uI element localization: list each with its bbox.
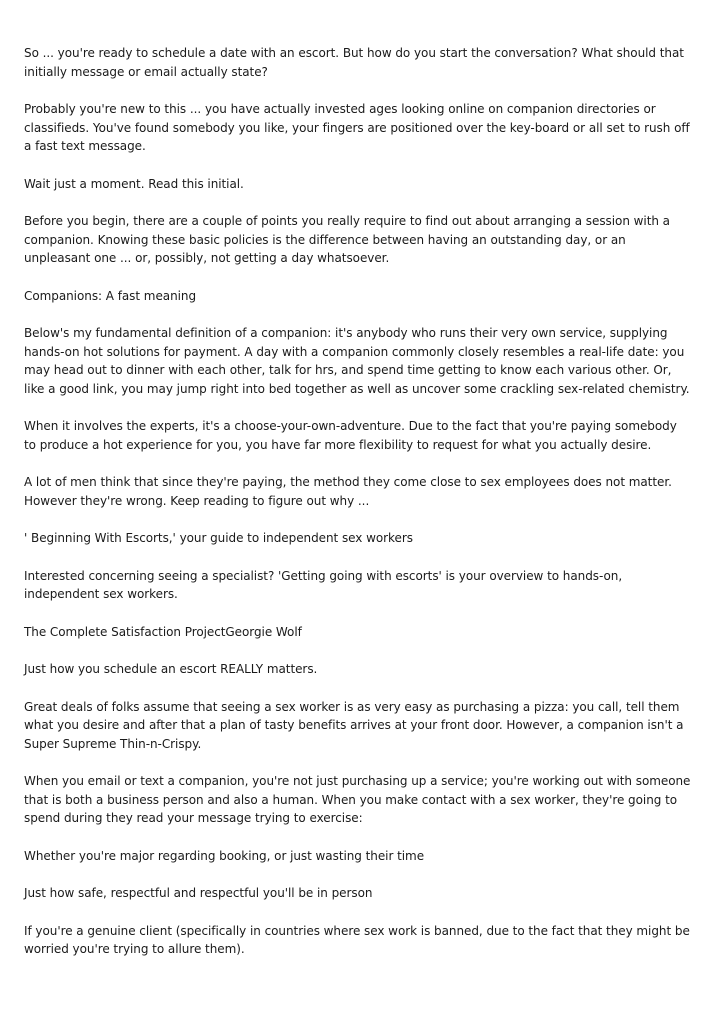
paragraph-14: When you email or text a companion, you're not just purchasing up a service; you're working out with someone that is both a business person and also a human. When you make contact with a sex worker, they're going to spend during they read your message trying to exercise: xyxy=(24,774,691,825)
section-heading-companions: Companions: A fast meaning xyxy=(24,288,197,303)
list-point-genuine: If you're a genuine client (specifically in countries where sex work is banned, due to the fact that they might be worried you're trying to allure them). xyxy=(24,923,690,956)
paragraph-10: Interested concerning seeing a specialist? 'Getting going with escorts' is your overview to hands-on, independent sex workers. xyxy=(24,568,623,601)
paragraph-3: Wait just a moment. Read this initial. xyxy=(24,176,244,191)
paragraph-8: A lot of men think that since they're paying, the method they come close to sex employees does not matter. However they're wrong. Keep reading to figure out why ... xyxy=(24,475,672,508)
credit-line: The Complete Satisfaction ProjectGeorgie Wolf xyxy=(24,624,302,639)
paragraph-6: Below's my fundamental definition of a companion: it's anybody who runs their very own service, supplying hands-on hot solutions for payment. A day with a companion commonly closely resembles a real-life date: you may head out to dinner with each other, talk for hrs, and spend time getting to know each various other. Or, like a good link, you may jump right into bed together as well as uncover some crackling sex-related chemistry. xyxy=(24,326,690,396)
paragraph-13: Great deals of folks assume that seeing a sex worker is as very easy as purchasing a pizza: you call, tell them what you desire and after that a plan of tasty benefits arrives at your front door. However, a companion isn't a Super Supreme Thin-n-Crispy. xyxy=(24,699,684,751)
list-point-safety: Just how safe, respectful and respectful you'll be in person xyxy=(24,886,373,900)
paragraph-2: Probably you're new to this ... you have actually invested ages looking online on companion directories or classifieds. You've found somebody you like, your fingers are positioned over the key-board or all set to rush off a fast text message. xyxy=(24,102,690,153)
paragraph-1: So ... you're ready to schedule a date with an escort. But how do you start the conversation? What should that initially message or email actually state? xyxy=(24,46,684,79)
section-heading-guide: ' Beginning With Escorts,' your guide to independent sex workers xyxy=(24,531,413,545)
section-heading-booking: Just how you schedule an escort REALLY matters. xyxy=(24,662,318,676)
paragraph-7: When it involves the experts, it's a choose-your-own-adventure. Due to the fact that you're paying somebody to produce a hot experience for you, you have far more flexibility to request for what you actually desire. xyxy=(24,419,677,452)
paragraph-4: Before you begin, there are a couple of points you really require to find out about arranging a session with a companion. Knowing these basic policies is the difference between having an outstanding day, or an unpleasant one ... or, possibly, not getting a day whatsoever. xyxy=(24,214,670,265)
list-point-booking: Whether you're major regarding booking, or just wasting their time xyxy=(24,848,425,863)
